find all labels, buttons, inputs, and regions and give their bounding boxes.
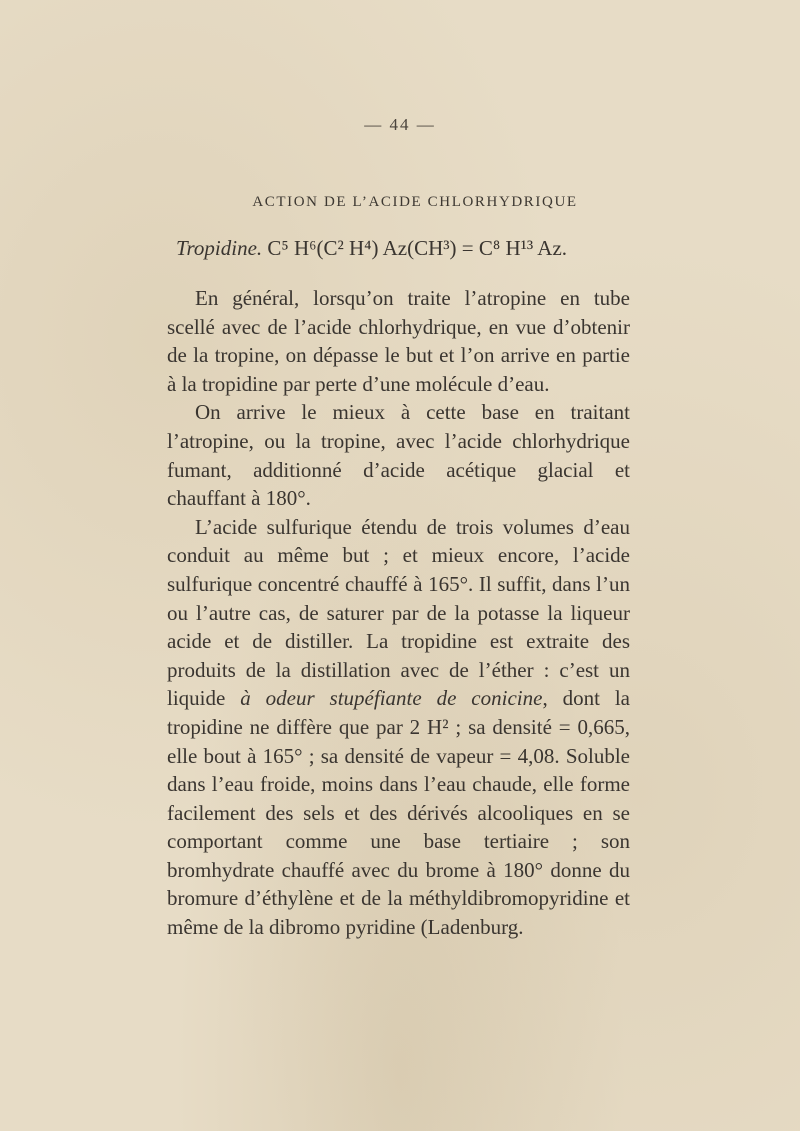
body-text xyxy=(167,284,630,942)
paragraph-3-after: , dont la tropidine ne diffère que par 2 H² ; sa densité = 0,665, elle bout à 165° ; sa densité de vapeur = 4,08. Soluble dans l’eau froide, moins dans l’eau chaude, elle forme facilement des sels et des dérivés alcooliques en se comportant comme une base tertiaire ; son bromhydrate chauffé avec du brome à 180° donne du bromure d’éthylène et de la méthyldibromopyridine et même de la dibromo pyridine (Ladenburg. xyxy=(167,686,630,940)
paragraph-3 xyxy=(167,513,630,942)
formula-expression: C⁵ H⁶(C² H⁴) Az(CH³) = C⁸ H¹³ Az. xyxy=(267,236,568,260)
paragraph-3-emphasis: à odeur stupéfiante de conicine xyxy=(240,686,543,711)
page-number: — 44 — xyxy=(364,115,436,134)
paragraph-2: On arrive le mieux à cette base en traitant l’atropine, ou la tropine, avec l’acide chlorhydrique fumant, additionné d’acide acétique glacial et chauffant à 180°. xyxy=(167,400,630,511)
formula-line xyxy=(176,236,656,261)
formula-label: Tropidine. xyxy=(176,236,263,260)
paragraph-3-before: L’acide sulfurique étendu de trois volumes d’eau conduit au même but ; et mieux encore, l’acide sulfurique concentré chauffé à 165°. Il suffit, dans l’un ou l’autre cas, de saturer par de la potasse la liqueur acide et de distiller. La tropidine est extraite des produits de la distillation avec de l’éther : c’est un liquide xyxy=(167,514,630,711)
section-title: ACTION DE L’ACIDE CHLORHYDRIQUE xyxy=(252,194,578,210)
paragraph-1: En général, lorsqu’on traite l’atropine en tube scellé avec de l’acide chlorhydrique, en vue d’obtenir de la tropine, on dépasse le but et l’on arrive en partie à la tropidine par perte d’une molécule d’eau. xyxy=(167,286,630,396)
